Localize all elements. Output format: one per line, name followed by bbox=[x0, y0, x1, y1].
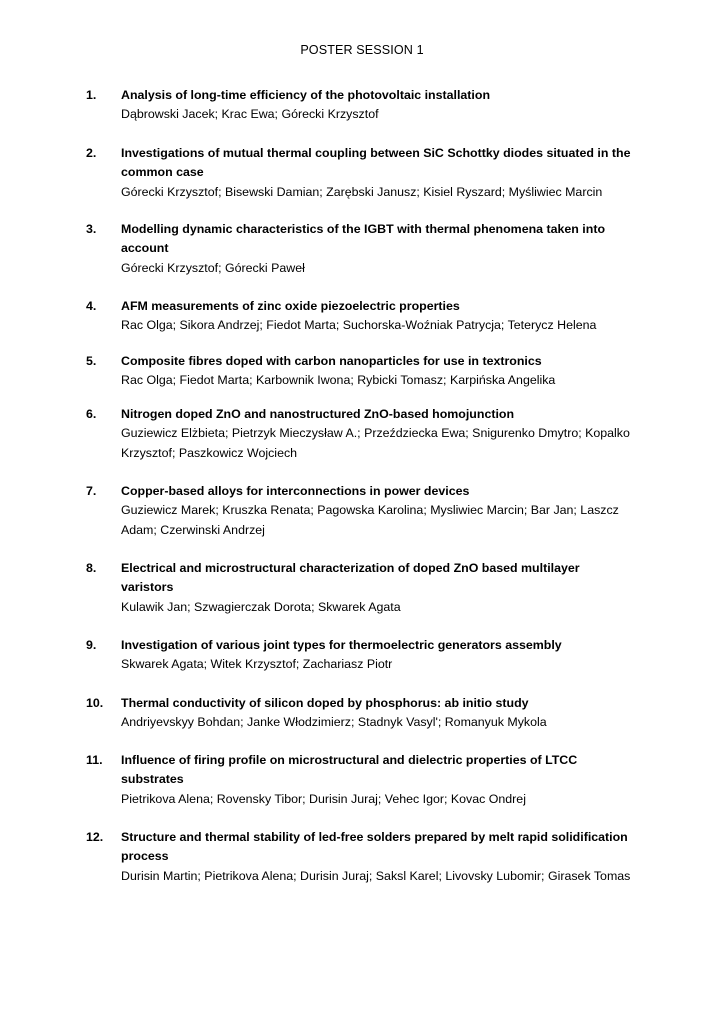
item-number: 6. bbox=[86, 407, 97, 421]
item-title: AFM measurements of zinc oxide piezoelectric properties bbox=[121, 299, 460, 313]
poster-item bbox=[86, 751, 646, 809]
poster-item bbox=[86, 636, 646, 675]
item-authors: Durisin Martin; Pietrikova Alena; Durisin Juraj; Saksl Karel; Livovsky Lubomir; Girasek Tomas bbox=[121, 868, 631, 883]
item-authors: Pietrikova Alena; Rovensky Tibor; Durisin Juraj; Vehec Igor; Kovac Ondrej bbox=[121, 791, 526, 806]
item-title: Influence of firing profile on microstructural and dielectric properties of LTCC substrates bbox=[121, 753, 578, 787]
item-number: 12. bbox=[86, 830, 104, 844]
poster-item bbox=[86, 482, 646, 540]
poster-item bbox=[86, 86, 646, 125]
poster-item bbox=[86, 559, 646, 617]
item-title: Structure and thermal stability of led-free solders prepared by melt rapid solidification process bbox=[121, 830, 628, 864]
item-authors: Górecki Krzysztof; Bisewski Damian; Zarębski Janusz; Kisiel Ryszard; Myśliwiec Marcin bbox=[121, 184, 603, 199]
item-authors: Guziewicz Marek; Kruszka Renata; Pagowska Karolina; Mysliwiec Marcin; Bar Jan; Laszcz Adam; Czerwinski Andrzej bbox=[121, 503, 619, 537]
item-number: 7. bbox=[86, 484, 97, 498]
item-number: 1. bbox=[86, 88, 97, 102]
item-title: Modelling dynamic characteristics of the IGBT with thermal phenomena taken into account bbox=[121, 222, 606, 256]
item-number: 10. bbox=[86, 696, 104, 710]
item-authors: Kulawik Jan; Szwagierczak Dorota; Skwarek Agata bbox=[121, 599, 401, 614]
poster-item bbox=[86, 144, 646, 202]
session-title: POSTER SESSION 1 bbox=[300, 43, 424, 57]
item-title: Nitrogen doped ZnO and nanostructured ZnO-based homojunction bbox=[121, 407, 515, 421]
item-number: 4. bbox=[86, 299, 97, 313]
item-authors: Dąbrowski Jacek; Krac Ewa; Górecki Krzysztof bbox=[121, 107, 379, 122]
poster-item bbox=[86, 352, 646, 391]
item-number: 5. bbox=[86, 354, 97, 368]
poster-item bbox=[86, 297, 646, 336]
item-title: Investigation of various joint types for thermoelectric generators assembly bbox=[121, 638, 562, 652]
item-number: 3. bbox=[86, 222, 97, 236]
item-authors: Górecki Krzysztof; Górecki Paweł bbox=[121, 260, 305, 275]
item-number: 9. bbox=[86, 638, 97, 652]
item-number: 8. bbox=[86, 561, 97, 575]
item-title: Investigations of mutual thermal coupling between SiC Schottky diodes situated in the common case bbox=[121, 146, 631, 180]
poster-item bbox=[86, 405, 646, 463]
item-number: 2. bbox=[86, 146, 97, 160]
poster-item bbox=[86, 828, 646, 886]
item-title: Analysis of long-time efficiency of the photovoltaic installation bbox=[121, 88, 491, 102]
item-title: Thermal conductivity of silicon doped by phosphorus: ab initio study bbox=[121, 696, 529, 710]
item-authors: Andriyevskyy Bohdan; Janke Włodzimierz; Stadnyk Vasyl'; Romanyuk Mykola bbox=[121, 715, 547, 730]
item-title: Copper-based alloys for interconnections in power devices bbox=[121, 484, 470, 498]
poster-item bbox=[86, 220, 646, 278]
poster-item bbox=[86, 694, 646, 733]
item-number: 11. bbox=[86, 753, 103, 767]
item-title: Electrical and microstructural characterization of doped ZnO based multilayer varistors bbox=[121, 561, 580, 595]
item-authors: Rac Olga; Sikora Andrzej; Fiedot Marta; Suchorska-Woźniak Patrycja; Teterycz Helena bbox=[121, 318, 597, 333]
item-authors: Skwarek Agata; Witek Krzysztof; Zachariasz Piotr bbox=[121, 657, 393, 672]
item-authors: Guziewicz Elżbieta; Pietrzyk Mieczysław A.; Przeździecka Ewa; Snigurenko Dmytro; Kopalko Krzysztof; Paszkowicz Wojciech bbox=[121, 426, 630, 460]
item-authors: Rac Olga; Fiedot Marta; Karbownik Iwona; Rybicki Tomasz; Karpińska Angelika bbox=[121, 373, 556, 388]
item-title: Composite fibres doped with carbon nanoparticles for use in textronics bbox=[121, 354, 542, 368]
